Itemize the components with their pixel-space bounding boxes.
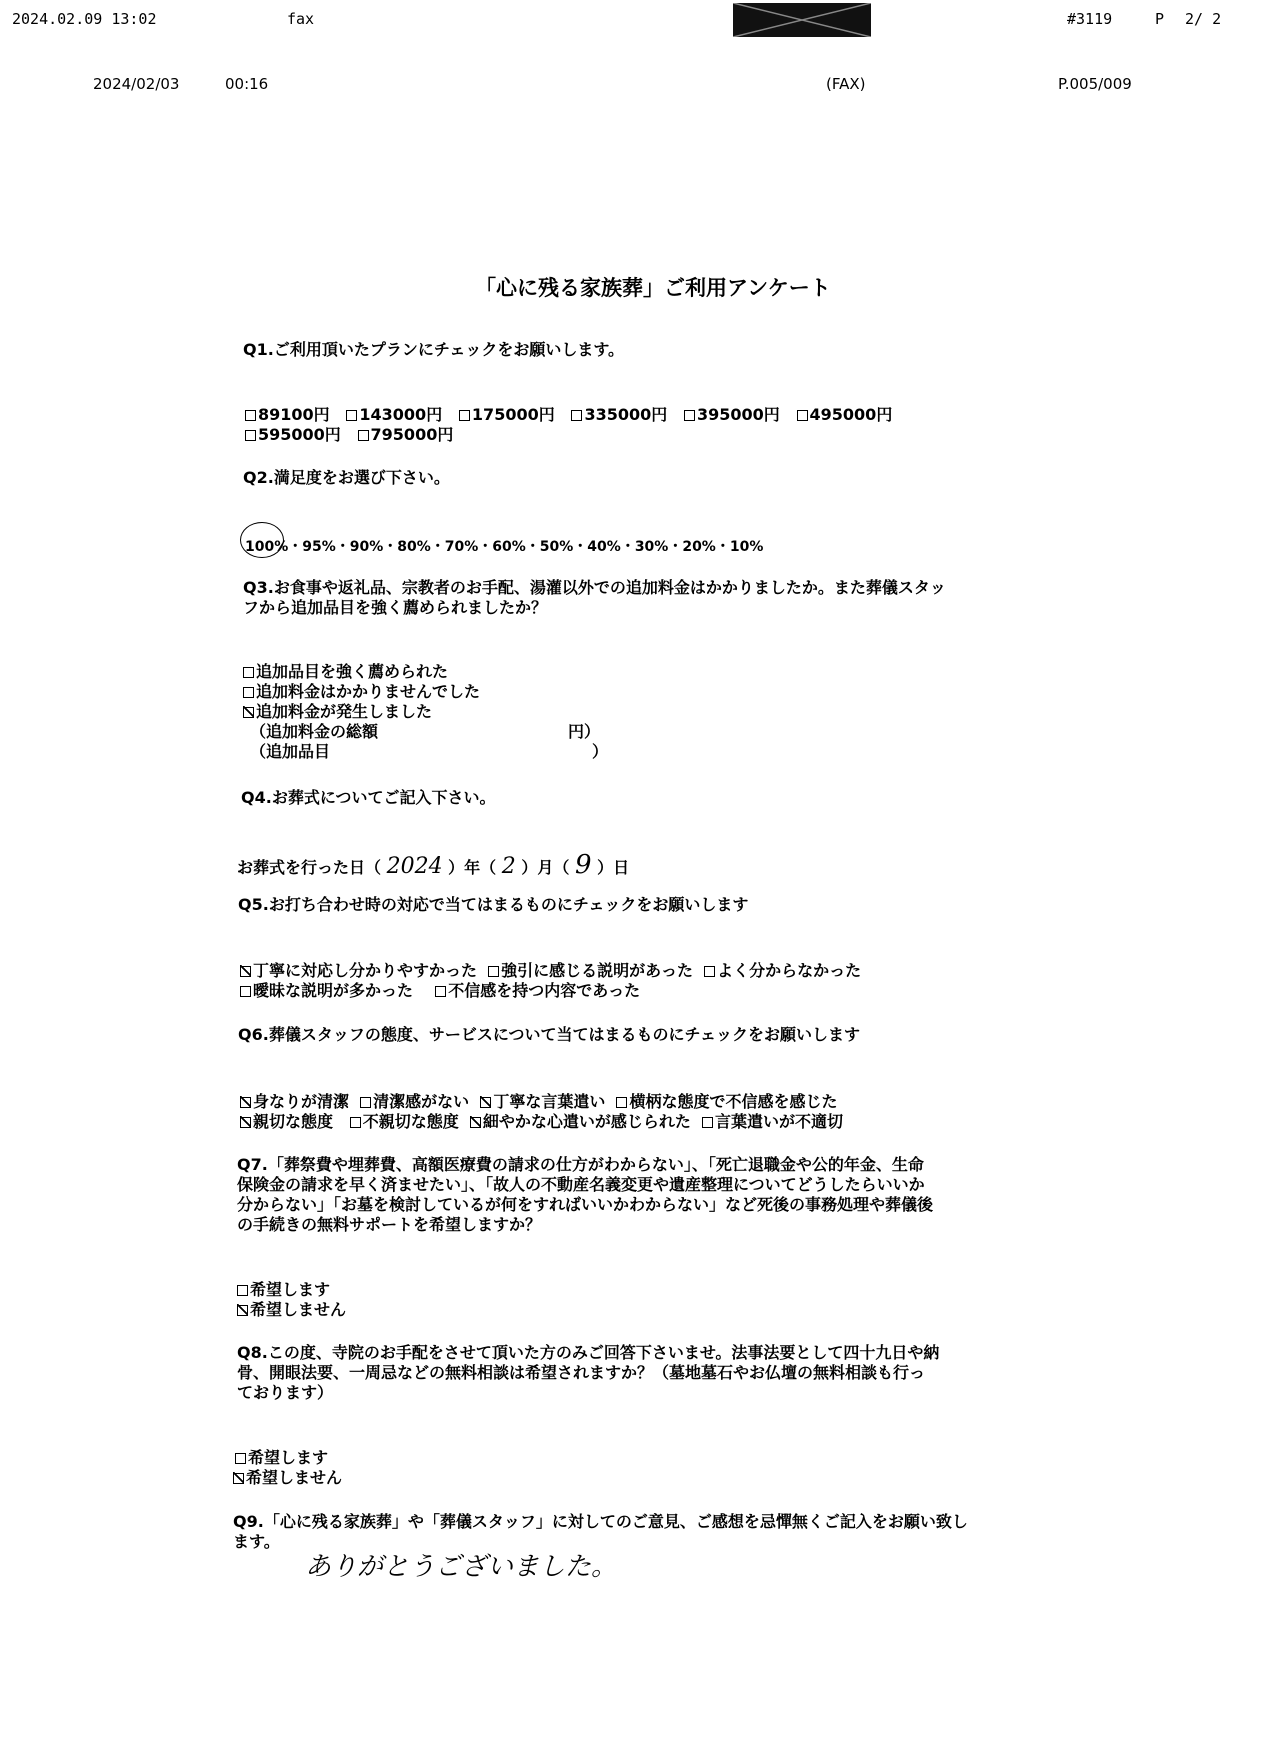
checkbox[interactable] [350,1117,361,1128]
checkbox[interactable] [435,986,446,997]
sub-header-fax-label: (FAX) [826,75,866,93]
q3-items-close: ） [592,742,609,761]
q6-option-5[interactable]: 親切な態度 [240,1112,333,1131]
q5-option-4[interactable]: 曖昧な説明が多かった [240,981,413,1000]
q7-question-line1: Q7.「葬祭費や埋葬費、高額医療費の請求の仕方がわからない」、「死亡退職金や公的年金、生命 [237,1155,924,1174]
q3-items-label: （追加品目 [250,742,331,761]
q9-question-line2: ます。 [233,1532,280,1551]
q5-question: Q5.お打ち合わせ時の対応で当てはまるものにチェックをお願いします [238,895,749,914]
q1-option-1[interactable]: 89100円 [245,405,330,424]
checkbox[interactable] [684,410,695,421]
q4-day-suffix: ）日 [597,858,630,877]
checkbox-checked[interactable] [243,707,254,718]
q1-option-3[interactable]: 175000円 [459,405,555,424]
q1-options-row1 [245,405,892,425]
q1-options-row2 [245,425,453,445]
fax-job-number: #3119 [1067,10,1113,28]
checkbox[interactable] [616,1097,627,1108]
survey-title: 「心に残る家族葬」ご利用アンケート [475,276,831,300]
q7-question-line3: 分からない」「お墓を検討しているが何をすればいいかわからない」など死後の事務処理や葬儀後 [237,1195,934,1214]
q8-question-line2: 骨、開眼法要、一周忌などの無料相談は希望されますか？（墓地墓石やお仏壇の無料相談も行っ [237,1363,926,1382]
sub-header-page: P.005/009 [1058,75,1132,93]
q3-question-line1: Q3.お食事や返礼品、宗教者のお手配、湯灌以外での追加料金はかかりましたか。また葬儀スタッ [243,578,946,597]
q7-question-line2: 保険金の請求を早く済ませたい」、「故人の不動産名義変更や遺産整理についてどうしたらいいか [237,1175,925,1194]
checkbox-checked[interactable] [240,966,251,977]
checkbox[interactable] [243,687,254,698]
checkbox[interactable] [358,430,369,441]
q3-option-2[interactable]: 追加料金はかかりませんでした [243,682,480,702]
q6-option-1[interactable]: 身なりが清潔 [240,1092,349,1111]
q6-option-7[interactable]: 細やかな心遣いが感じられた [470,1112,691,1131]
q1-option-7[interactable]: 595000円 [245,425,341,444]
q6-option-2[interactable]: 清潔感がない [360,1092,469,1111]
q5-options-row1 [240,961,861,981]
q6-options-row1 [240,1092,837,1112]
q3-option-3[interactable]: 追加料金が発生しました [243,702,432,722]
q2-satisfaction-scale[interactable]: 100%・95%・90%・80%・70%・60%・50%・40%・30%・20%・10% [245,539,764,555]
q4-question: Q4.お葬式についてご記入下さい。 [241,788,496,807]
q1-option-5[interactable]: 395000円 [684,405,780,424]
checkbox[interactable] [459,410,470,421]
q2-question: Q2.満足度をお選び下さい。 [243,468,450,487]
q2-selected-circle [240,522,284,558]
checkbox[interactable] [702,1117,713,1128]
q4-year-suffix: ）年（ [448,858,497,877]
q1-option-2[interactable]: 143000円 [346,405,442,424]
q7-option-2[interactable]: 希望しません [237,1300,346,1320]
checkbox[interactable] [245,430,256,441]
checkbox-checked[interactable] [237,1305,248,1316]
q4-month-input[interactable]: 2 [501,854,516,879]
q1-option-4[interactable]: 335000円 [571,405,667,424]
q8-option-2[interactable]: 希望しません [233,1468,342,1488]
checkbox[interactable] [704,966,715,977]
q3-question-line2: フから追加品目を強く薦められましたか？ [243,598,548,617]
q3-option-1[interactable]: 追加品目を強く薦められた [243,662,448,682]
sub-header-time: 00:16 [225,75,269,93]
checkbox[interactable] [245,410,256,421]
q6-option-6[interactable]: 不親切な態度 [350,1112,459,1131]
checkbox-checked[interactable] [240,1097,251,1108]
q8-question-line3: ております） [237,1383,334,1402]
checkbox[interactable] [488,966,499,977]
checkbox[interactable] [360,1097,371,1108]
q9-answer-handwritten[interactable]: ありがとうございました。 [305,1552,618,1582]
fax-page-number: 2/ 2 [1185,10,1222,28]
checkbox[interactable] [235,1453,246,1464]
sub-header-date: 2024/02/03 [93,75,180,93]
q4-month-suffix: ）月（ [521,858,570,877]
q8-option-1[interactable]: 希望します [235,1448,328,1468]
checkbox-checked[interactable] [240,1117,251,1128]
q4-date-line [237,850,630,880]
q4-year-input[interactable]: 2024 [386,854,443,879]
checkbox[interactable] [571,410,582,421]
q6-question: Q6.葬儀スタッフの態度、サービスについて当てはまるものにチェックをお願いします [238,1025,861,1044]
q6-option-4[interactable]: 横柄な態度で不信感を感じた [616,1092,837,1111]
q5-option-5[interactable]: 不信感を持つ内容であった [435,981,640,1000]
checkbox-checked[interactable] [480,1097,491,1108]
checkbox[interactable] [240,986,251,997]
q5-option-1[interactable]: 丁寧に対応し分かりやすかった [240,961,477,980]
q1-option-6[interactable]: 495000円 [797,405,893,424]
fax-label: fax [287,10,315,28]
q6-options-row2 [240,1112,843,1132]
fax-datetime: 2024.02.09 13:02 [12,10,157,28]
checkbox[interactable] [346,410,357,421]
q8-question-line1: Q8.この度、寺院のお手配をさせて頂いた方のみご回答下さいませ。法事法要として四十九日や納 [237,1343,940,1362]
q5-options-row2 [240,981,640,1001]
q6-option-3[interactable]: 丁寧な言葉遣い [480,1092,605,1111]
q5-option-2[interactable]: 強引に感じる説明があった [488,961,693,980]
checkbox-checked[interactable] [233,1473,244,1484]
checkbox[interactable] [237,1285,248,1296]
q4-day-input[interactable]: 9 [574,850,592,880]
q7-question-line4: の手続きの無料サポートを希望しますか？ [237,1215,542,1234]
checkbox[interactable] [243,667,254,678]
checkbox-checked[interactable] [470,1117,481,1128]
q3-total-unit: 円） [568,722,601,741]
q1-question: Q1.ご利用頂いたプランにチェックをお願いします。 [243,340,625,359]
fax-page-label: P [1155,10,1165,28]
q5-option-3[interactable]: よく分からなかった [704,961,861,980]
q3-total-label: （追加料金の総額 [250,722,379,741]
redacted-block [733,3,871,37]
q4-date-prefix: お葬式を行った日（ [237,858,382,877]
q1-option-8[interactable]: 795000円 [358,425,454,444]
q9-question-line1: Q9.「心に残る家族葬」や「葬儀スタッフ」に対してのご意見、ご感想を忌憚無くご記入をお願い致し [233,1512,968,1531]
checkbox[interactable] [797,410,808,421]
q6-option-8[interactable]: 言葉遣いが不適切 [702,1112,843,1131]
q7-option-1[interactable]: 希望します [237,1280,330,1300]
